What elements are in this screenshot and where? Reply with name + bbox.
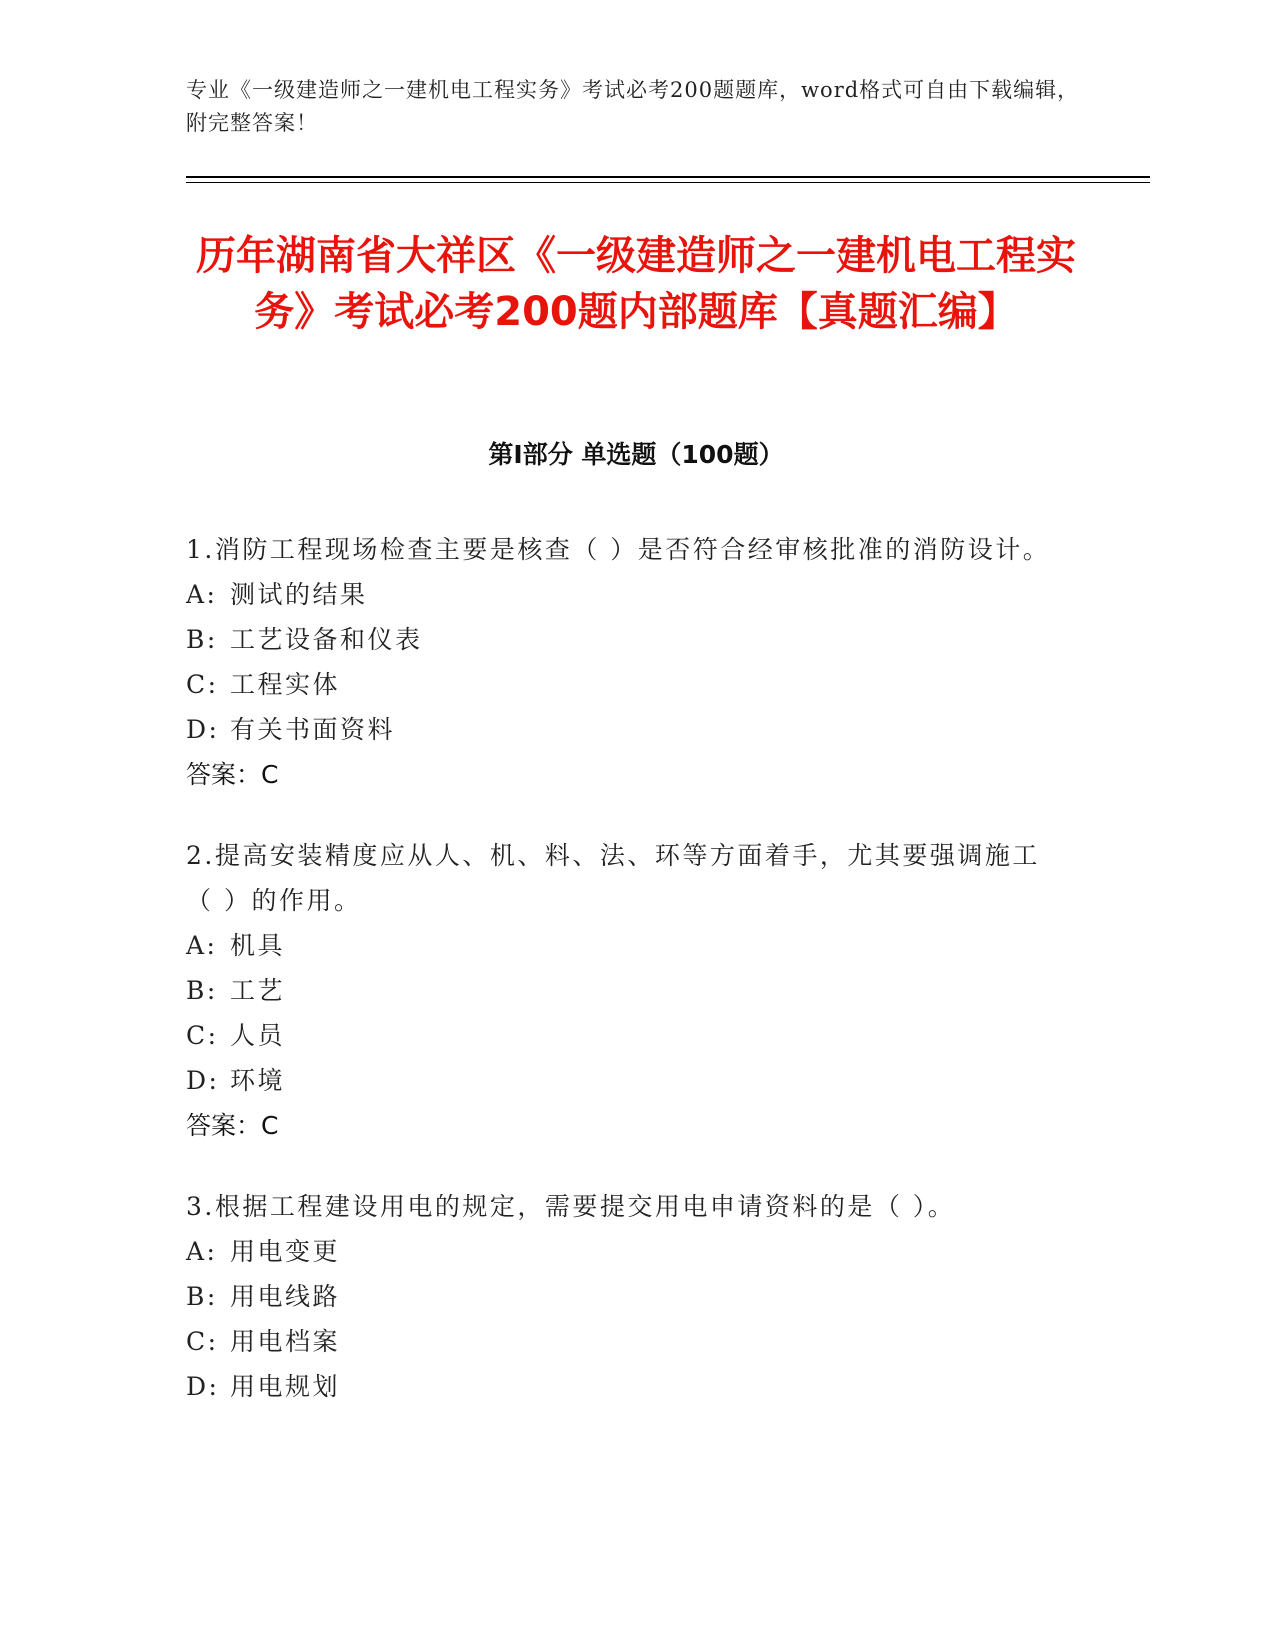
option-text: 有关书面资料 [230, 715, 396, 744]
option-letter: A: [186, 580, 218, 609]
option-text: 环境 [230, 1066, 286, 1095]
option-text: 测试的结果 [230, 580, 368, 609]
option-text: 用电档案 [230, 1327, 341, 1356]
option-letter: B: [186, 976, 218, 1005]
option-text: 机具 [230, 931, 286, 960]
option-letter: D: [186, 1066, 220, 1095]
option-c [186, 1319, 1066, 1364]
option-letter: A: [186, 1237, 218, 1266]
option-letter: C: [186, 1327, 219, 1356]
option-b [186, 1274, 1066, 1319]
option-a [186, 923, 1066, 968]
section-heading: 第I部分 单选题（100题） [488, 440, 784, 469]
option-d [186, 1364, 1066, 1409]
question-stem: 3.根据工程建设用电的规定，需要提交用电申请资料的是（ ）。 [186, 1192, 956, 1221]
answer-label: 答案：C [186, 1111, 279, 1140]
document-title: 历年湖南省大祥区《一级建造师之一建机电工程实务》考试必考200题内部题库【真题汇编】 [196, 233, 1076, 335]
header-note: 专业《一级建造师之一建机电工程实务》考试必考200题题库，word格式可自由下载编辑，附完整答案！ [186, 78, 1080, 135]
question-list [186, 527, 1066, 1445]
option-a [186, 1229, 1066, 1274]
option-a [186, 572, 1066, 617]
option-letter: B: [186, 1282, 218, 1311]
header-divider-thick [186, 176, 1150, 178]
option-text: 工艺设备和仪表 [230, 625, 423, 654]
option-text: 用电规划 [230, 1372, 341, 1401]
option-d [186, 707, 1066, 752]
option-text: 工程实体 [230, 670, 341, 699]
option-letter: B: [186, 625, 218, 654]
option-d [186, 1058, 1066, 1103]
option-text: 人员 [230, 1021, 286, 1050]
option-b [186, 617, 1066, 662]
option-text: 用电变更 [230, 1237, 341, 1266]
question-stem: 2.提高安装精度应从人、机、料、法、环等方面着手，尤其要强调施工（ ）的作用。 [186, 841, 1040, 915]
option-letter: D: [186, 715, 220, 744]
option-letter: A: [186, 931, 218, 960]
option-c [186, 662, 1066, 707]
option-b [186, 968, 1066, 1013]
question-1 [186, 527, 1066, 797]
option-letter: C: [186, 1021, 219, 1050]
option-letter: D: [186, 1372, 220, 1401]
option-c [186, 1013, 1066, 1058]
header-divider-thin [186, 182, 1150, 183]
question-2 [186, 833, 1066, 1148]
option-text: 用电线路 [230, 1282, 341, 1311]
option-letter: C: [186, 670, 219, 699]
question-3 [186, 1184, 1066, 1409]
question-stem: 1.消防工程现场检查主要是核查（ ）是否符合经审核批准的消防设计。 [186, 535, 1051, 564]
option-text: 工艺 [230, 976, 286, 1005]
answer-label: 答案：C [186, 760, 279, 789]
